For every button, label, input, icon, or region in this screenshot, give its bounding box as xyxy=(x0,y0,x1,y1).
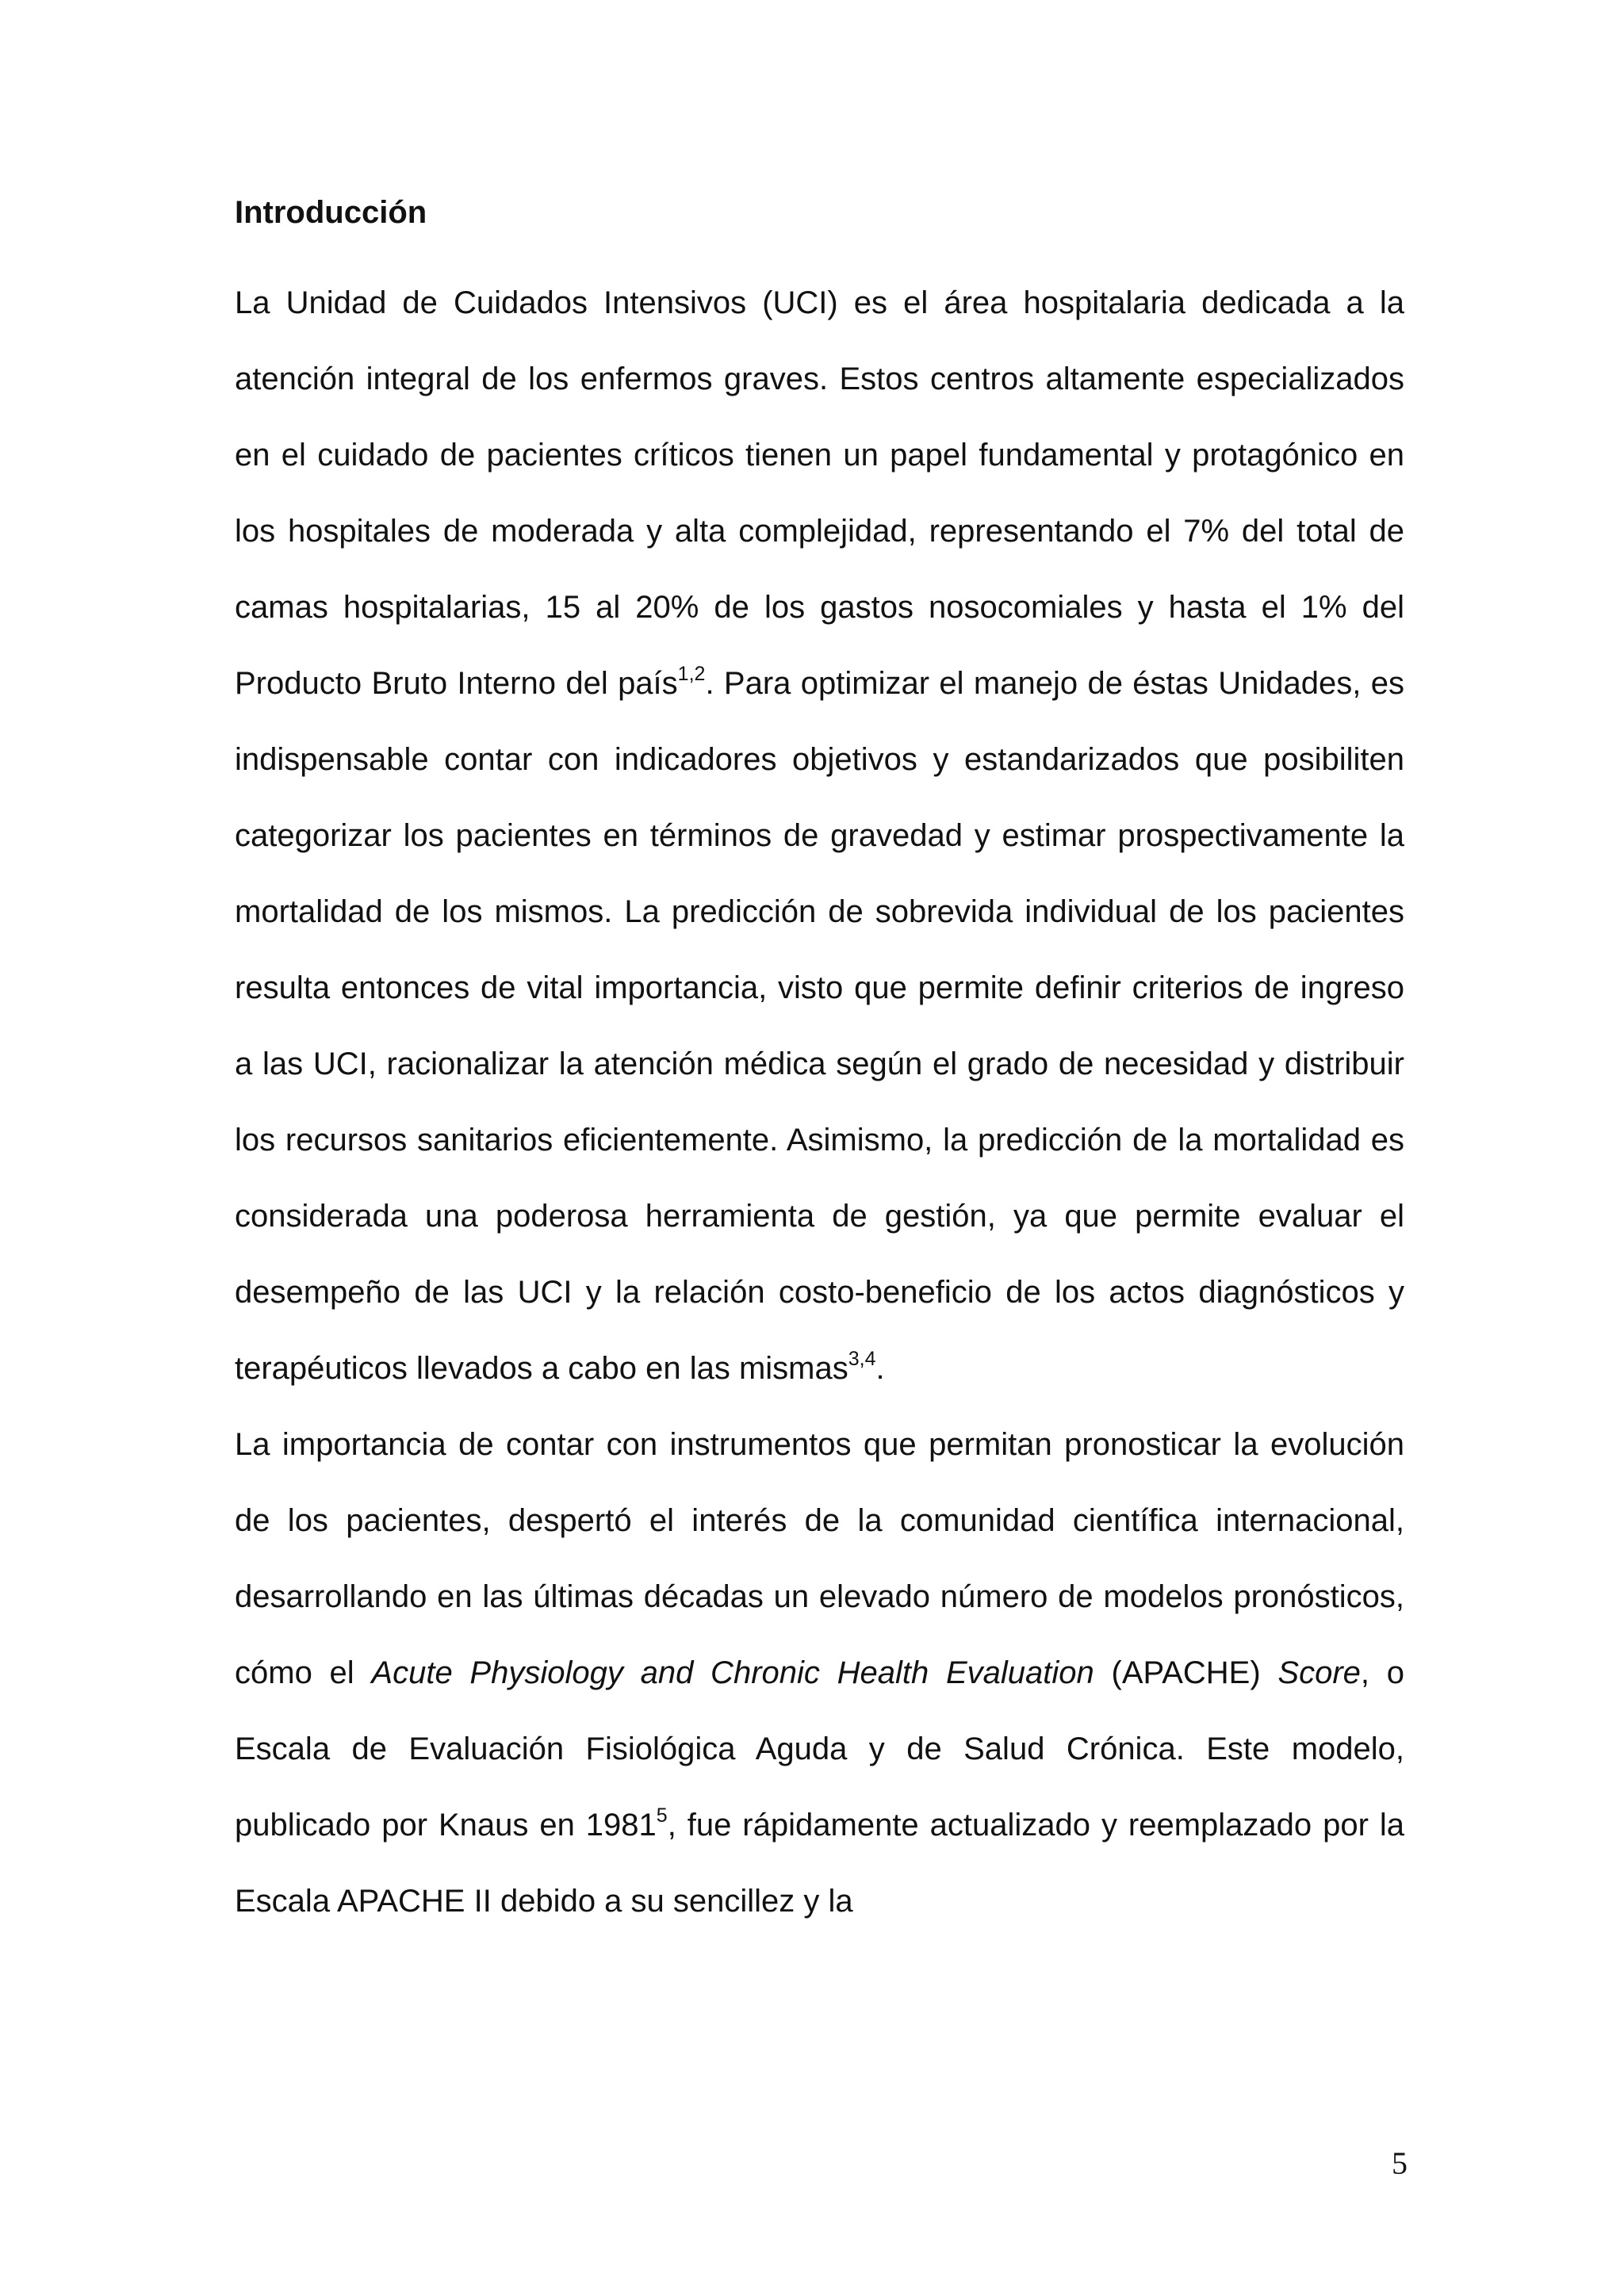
citation-reference: 1,2 xyxy=(677,663,706,685)
body-text xyxy=(235,265,1404,1939)
text-segment: , o Escala de Evaluación Fisiológica Aguda y de Salud Crónica. Este modelo, publicado por Knaus en 1981 xyxy=(235,1655,1404,1843)
text-segment: La Unidad de Cuidados Intensivos (UCI) es el área hospitalaria dedicada a la atención integral de los enfermos graves. Estos centros altamente especializados en el cuidado de pacientes críticos tienen un papel fundamental y protagónico en los hospitales de moderada y alta complejidad, representando el 7% del total de camas hospitalarias, 15 al 20% de los gastos nosocomiales y hasta el 1% del Producto Bruto Interno del país xyxy=(235,285,1404,701)
text-segment: . Para optimizar el manejo de éstas Unidades, es indispensable contar con indicadores objetivos y estandarizados que posibiliten categorizar los pacientes en términos de gravedad y estimar prospectivamente la mortalidad de los mismos. La predicción de sobrevida individual de los pacientes resulta entonces de vital importancia, visto que permite definir criterios de ingreso a las UCI, racionalizar la atención médica según el grado de necesidad y distribuir los recursos sanitarios eficientemente. Asimismo, la predicción de la mortalidad es considerada una poderosa herramienta de gestión, ya que permite evaluar el desempeño de las UCI y la relación costo-beneficio de los actos diagnósticos y terapéuticos llevados a cabo en las mismas xyxy=(235,666,1404,1386)
text-segment: . xyxy=(875,1351,885,1386)
italic-term: Score xyxy=(1277,1655,1361,1690)
text-segment: La importancia de contar con instrumentos que permitan pronosticar la evolución de los pacientes, despertó el interés de la comunidad científica internacional, desarrollando en las últimas décadas un elevado número de modelos pronósticos, cómo el xyxy=(235,1427,1404,1690)
section-heading: Introducción xyxy=(235,195,427,230)
text-segment: , fue rápidamente actualizado y reemplazado por la Escala APACHE II debido a su sencillez y la xyxy=(235,1808,1404,1919)
paragraph-1 xyxy=(235,265,1404,1406)
citation-reference: 3,4 xyxy=(848,1348,876,1370)
citation-reference: 5 xyxy=(656,1804,668,1827)
italic-term: Acute Physiology and Chronic Health Evaluation xyxy=(371,1655,1094,1690)
page-number: 5 xyxy=(1392,2145,1408,2181)
paragraph-2 xyxy=(235,1406,1404,1939)
text-segment: (APACHE) xyxy=(1094,1655,1278,1690)
